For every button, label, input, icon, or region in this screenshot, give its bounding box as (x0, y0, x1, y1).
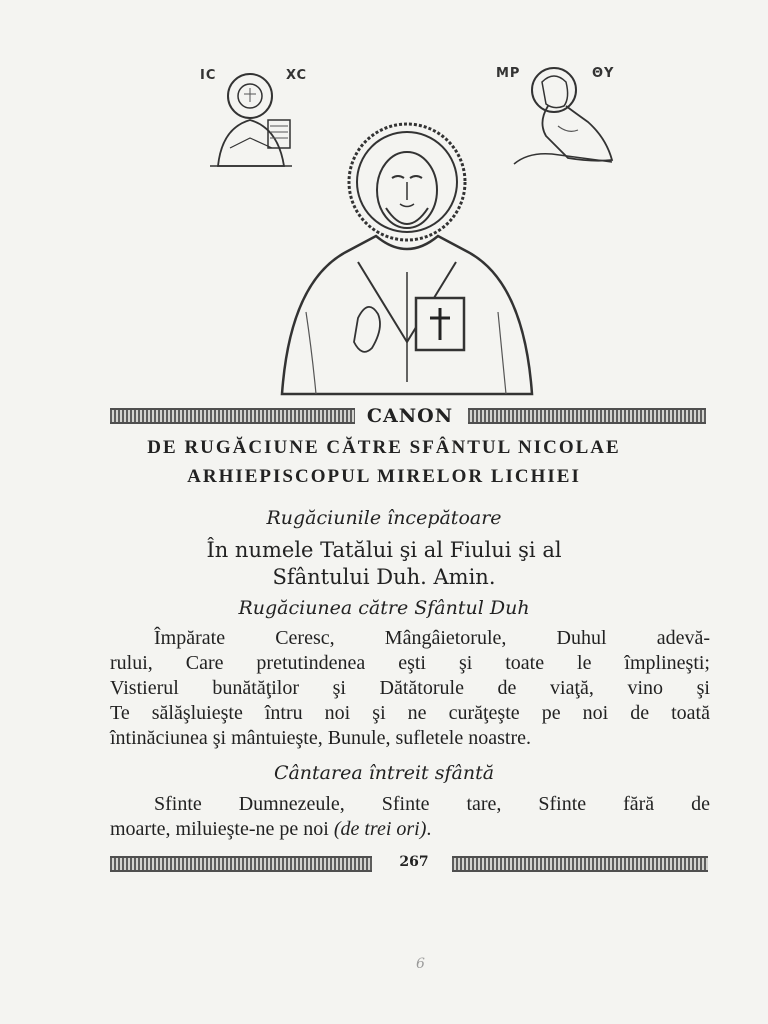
prayer-line: Vistierul bunătăţilor şi Dătătorule de viaţă, vino şi (110, 677, 710, 699)
christ-label-left: IC (200, 68, 217, 83)
theotokos-label-left: MP (496, 66, 521, 81)
page-number: 267 (399, 854, 429, 870)
opening-line-2: Sfântului Duh. Amin. (272, 565, 496, 589)
prayer-line: rului, Care pretutindenea eşti şi toate le împlineşti; (110, 652, 710, 674)
ornament-band-top-left (110, 408, 355, 424)
repeat-instruction: (de trei ori) (333, 818, 427, 840)
opening-line-1: În numele Tatălui şi al Fiului şi al (206, 538, 562, 562)
trisagion-line-2 (110, 817, 710, 842)
holy-spirit-prayer-text (110, 626, 710, 751)
theotokos-label-right: ΘY (592, 66, 615, 81)
ornament-band-bottom-left (110, 856, 372, 872)
holy-spirit-prayer-heading: Rugăciunea către Sfântul Duh (238, 597, 530, 619)
opening-prayers-heading: Rugăciunile începătoare (266, 507, 502, 529)
page-mark: 6 (416, 956, 425, 972)
prayer-line: Împărate Ceresc, Mângâietorule, Duhul adevă- (154, 627, 710, 649)
trisagion-text (110, 792, 710, 842)
ornament-band-bottom-right (452, 856, 708, 872)
canon-heading: CANON (366, 405, 454, 427)
prayer-line: Te sălăşluieşte întru noi şi ne curăţeşte pe noi de toată (110, 702, 710, 724)
trisagion-heading: Cântarea întreit sfântă (273, 762, 495, 784)
prayer-line: întinăciunea şi mântuieşte, Bunule, sufletele noastre. (110, 727, 531, 749)
trisagion-line-2-end: . (426, 818, 432, 840)
trisagion-line-2-main: moarte, miluieşte-ne pe noi (110, 818, 334, 840)
title-line-2: ARHIEPISCOPUL MIRELOR LICHIEI (187, 466, 581, 487)
title-line-1: DE RUGĂCIUNE CĂTRE SFÂNTUL NICOLAE (147, 437, 621, 458)
trisagion-line-1: Sfinte Dumnezeule, Sfinte tare, Sfinte fără de (154, 793, 710, 815)
ornament-band-top-right (468, 408, 706, 424)
saint-nicholas-icon (276, 112, 538, 398)
christ-label-right: XC (286, 68, 308, 83)
